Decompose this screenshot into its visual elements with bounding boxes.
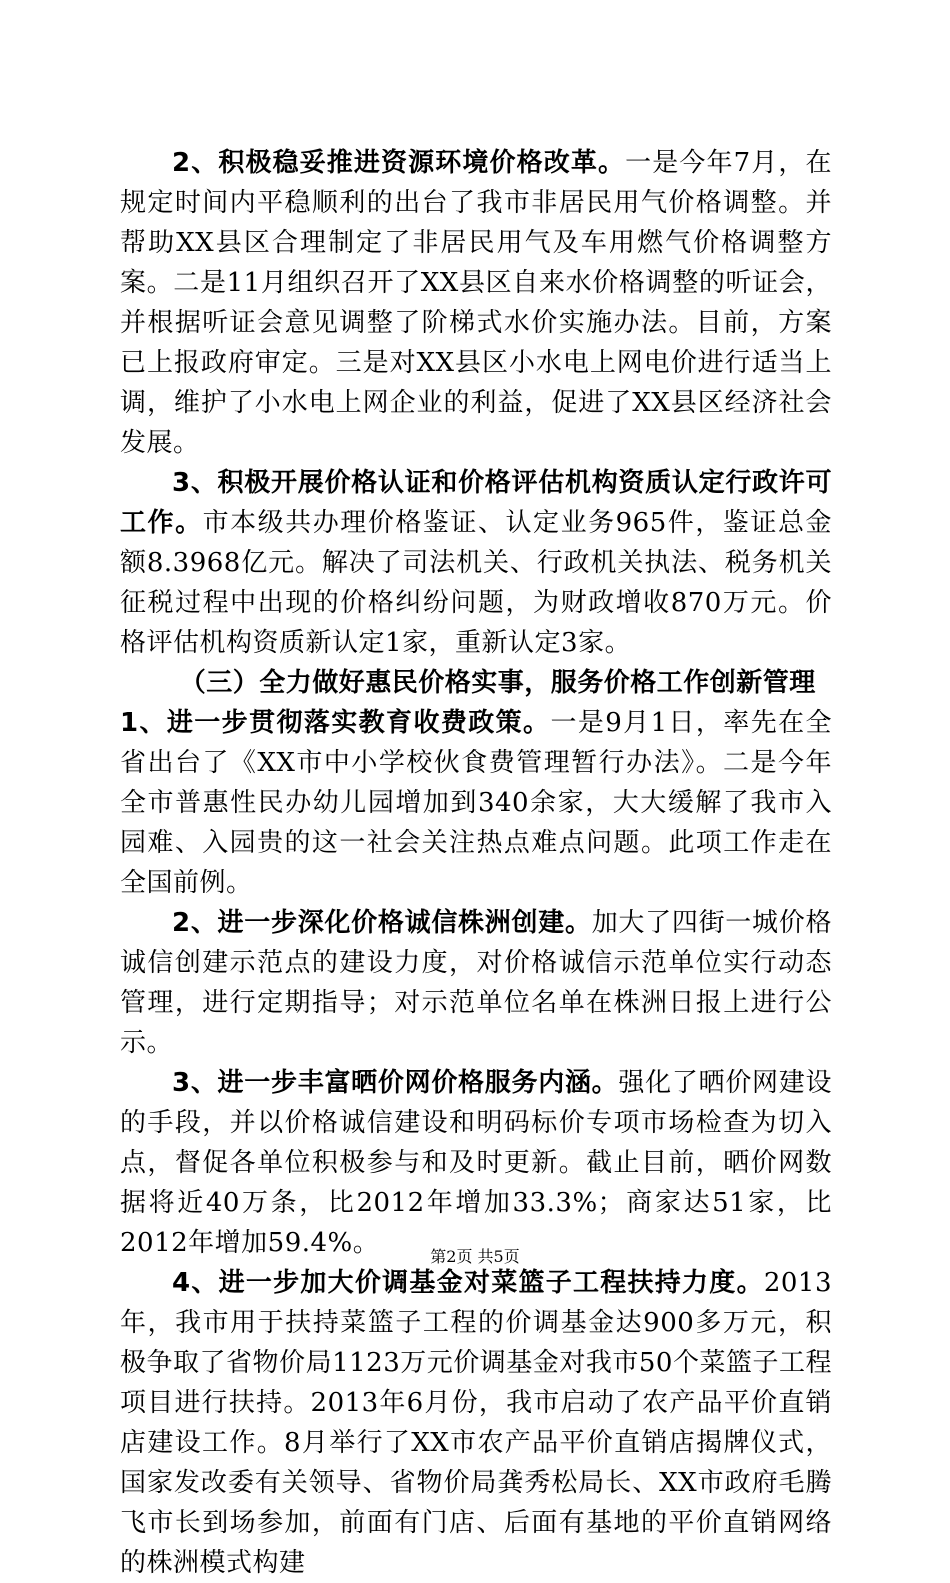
- paragraph-text: 强化了晒价网建设的手段，并以价格诚信建设和明码标价专项市场检查为切入点，督促各单位积极参与和及时更新。截止目前，晒价网数据将近40万条，比2012年增加33.3%；商家达51家，比2012年增加59.4%。: [120, 1068, 832, 1258]
- paragraph-text: 加大了四街一城价格诚信创建示范点的建设力度，对价格诚信示范单位实行动态管理，进行定期指导；对示范单位名单在株洲日报上进行公示。: [120, 908, 832, 1058]
- paragraph-resource-price-reform: [120, 143, 832, 463]
- paragraph-price-website: [120, 1063, 832, 1263]
- page-footer: 第2页 共5页: [430, 1247, 520, 1266]
- section-heading-3: （三）全力做好惠民价格实事，服务价格工作创新管理: [179, 668, 816, 698]
- paragraph-lead: 4、进一步加大价调基金对菜篮子工程扶持力度。: [172, 1268, 764, 1298]
- paragraph-vegetable-basket-fund: [120, 1263, 832, 1583]
- document-body: [120, 143, 832, 1583]
- paragraph-lead: 1、进一步贯彻落实教育收费政策。: [120, 708, 551, 738]
- paragraph-lead: 3、积极开展价格认证和价格评估机构资质认定行政许可工作。: [120, 468, 832, 538]
- paragraph-text: 市本级共办理价格鉴证、认定业务965件，鉴证总金额8.3968亿元。解决了司法机关、行政机关执法、税务机关征税过程中出现的价格纠纷问题，为财政增收870万元。价格评估机构资质新认定1家，重新认定3家。: [120, 508, 832, 658]
- paragraph-text: 一是9月1日，率先在全省出台了《XX市中小学校伙食费管理暂行办法》。二是今年全市普惠性民办幼儿园增加到340余家，大大缓解了我市入园难、入园贵的这一社会关注热点难点问题。此项工作走在全国前例。: [120, 708, 832, 898]
- paragraph-price-integrity: [120, 903, 832, 1063]
- paragraph-lead: 2、进一步深化价格诚信株洲创建。: [172, 908, 592, 938]
- paragraph-text: 一是今年7月，在规定时间内平稳顺利的出台了我市非居民用气价格调整。并帮助XX县区合理制定了非居民用气及车用燃气价格调整方案。二是11月组织召开了XX县区自来水价格调整的听证会，并根据听证会意见调整了阶梯式水价实施办法。目前，方案已上报政府审定。三是对XX县区小水电上网电价进行适当上调，维护了小水电上网企业的利益，促进了XX县区经济社会发展。: [120, 148, 833, 458]
- paragraph-education-fees: [120, 703, 832, 903]
- paragraph-text: 2013年，我市用于扶持菜篮子工程的价调基金达900多万元，积极争取了省物价局1123万元价调基金对我市50个菜篮子工程项目进行扶持。2013年6月份，我市启动了农产品平价直销店建设工作。8月举行了XX市农产品平价直销店揭牌仪式，国家发改委有关领导、省物价局龚秀松局长、XX市政府毛腾飞市长到场参加，前面有门店、后面有基地的平价直销网络的株洲模式构建: [120, 1268, 832, 1578]
- paragraph-lead: 2、积极稳妥推进资源环境价格改革。: [172, 148, 626, 178]
- paragraph-lead: 3、进一步丰富晒价网价格服务内涵。: [172, 1068, 619, 1098]
- paragraph-price-certification: [120, 463, 832, 663]
